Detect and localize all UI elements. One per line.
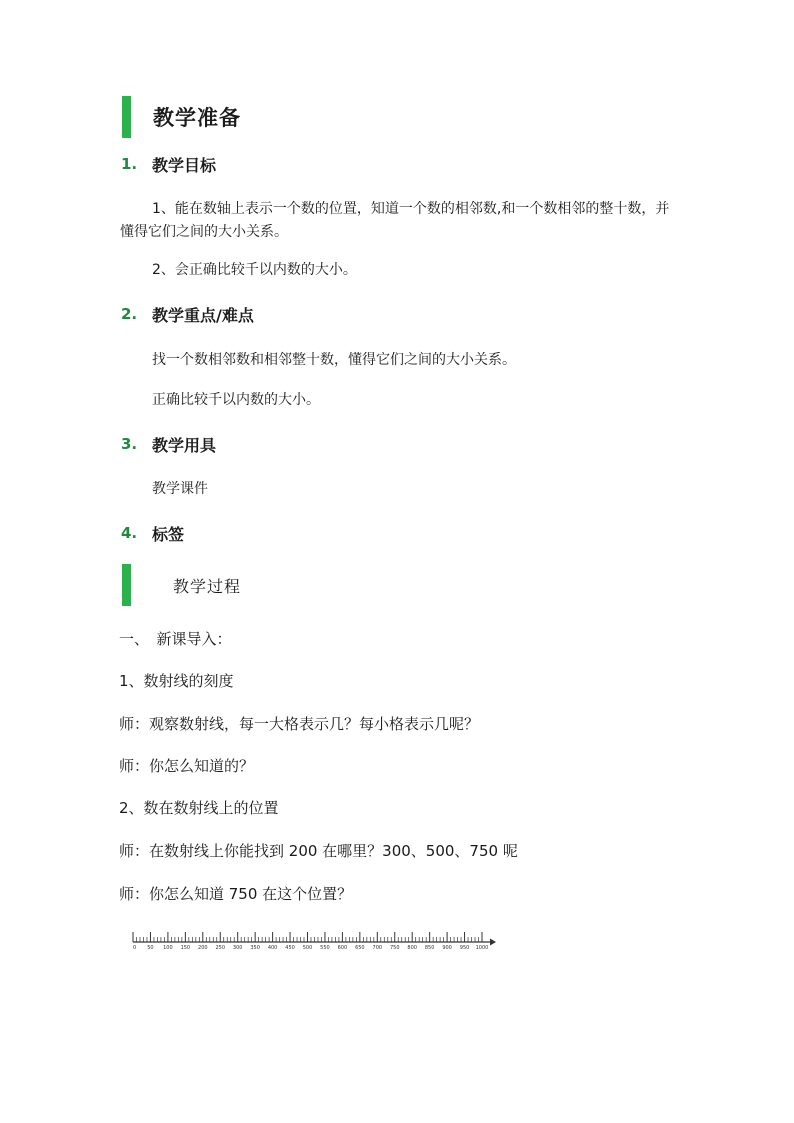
heading-number: 4.: [121, 524, 138, 542]
tick-label: 250: [215, 945, 226, 951]
tick-label: 300: [232, 945, 243, 951]
tick-label: 200: [198, 945, 208, 951]
tick-label: 850: [424, 945, 435, 951]
tick-label: 700: [372, 945, 383, 951]
heading-number: 2.: [121, 305, 138, 323]
heading-tags: [121, 522, 184, 544]
tick-label: 750: [389, 945, 400, 951]
number-ray: [133, 932, 496, 951]
goal-paragraph-2: 2、会正确比较千以内数的大小。: [152, 262, 357, 278]
tick-label: 500: [302, 945, 313, 951]
number-ray-figure: [130, 928, 500, 958]
heading-number: 3.: [121, 435, 138, 453]
key-point-paragraph-2: 正确比较千以内数的大小。: [152, 392, 320, 408]
tick-label: 1000: [475, 945, 489, 951]
heading-number: 1.: [121, 155, 138, 173]
tick-label: 400: [267, 945, 278, 951]
section-marker-bar: [122, 96, 131, 138]
heading-text: 教学重点/难点: [152, 305, 254, 325]
process-line-2: 师：观察数射线，每一大格表示几？每小格表示几呢？: [119, 715, 480, 733]
heading-teaching-goals: [121, 153, 216, 175]
tick-label: 550: [320, 945, 330, 951]
section-title-text: 教学准备: [153, 106, 241, 130]
key-point-paragraph-1: 找一个数相邻数和相邻整十数，懂得它们之间的大小关系。: [152, 352, 516, 368]
section-title-text: 教学过程: [173, 576, 242, 596]
tick-label: 650: [355, 945, 365, 951]
section-title-process: [122, 564, 241, 606]
tick-label: 350: [250, 945, 260, 951]
process-line-1: 1、数射线的刻度: [119, 672, 234, 690]
process-line-6: 师：你怎么知道 750 在这个位置？: [119, 885, 353, 903]
heading-text: 教学用具: [152, 435, 217, 455]
tick-label: 900: [442, 945, 452, 951]
section-marker-bar: [122, 564, 131, 606]
heading-text: 教学目标: [152, 155, 217, 175]
tick-label: 100: [163, 945, 173, 951]
goal-paragraph-1: 1、能在数轴上表示一个数的位置，知道一个数的相邻数,和一个数相邻的整十数，并懂得它们之间的大小关系。: [120, 201, 670, 240]
tick-label: 800: [407, 945, 417, 951]
tick-label: 150: [180, 945, 191, 951]
tick-label: 600: [337, 945, 348, 951]
number-ray-arrow: [490, 939, 496, 946]
process-line-5: 师：在数射线上你能找到 200 在哪里？300、500、750 呢: [119, 842, 518, 860]
tick-label: 0: [133, 945, 137, 951]
tools-paragraph: 教学课件: [152, 481, 208, 497]
heading-key-points: [121, 303, 254, 325]
process-line-intro: 一、 新课导入：: [119, 630, 232, 648]
process-line-4: 2、数在数射线上的位置: [119, 799, 279, 817]
heading-text: 标签: [152, 524, 185, 544]
tick-label: 450: [285, 945, 295, 951]
process-line-3: 师：你怎么知道的？: [119, 757, 255, 775]
tick-label: 50: [147, 945, 154, 951]
tick-label: 950: [459, 945, 470, 951]
heading-teaching-tools: [121, 433, 216, 455]
section-title-preparation: [122, 96, 241, 138]
